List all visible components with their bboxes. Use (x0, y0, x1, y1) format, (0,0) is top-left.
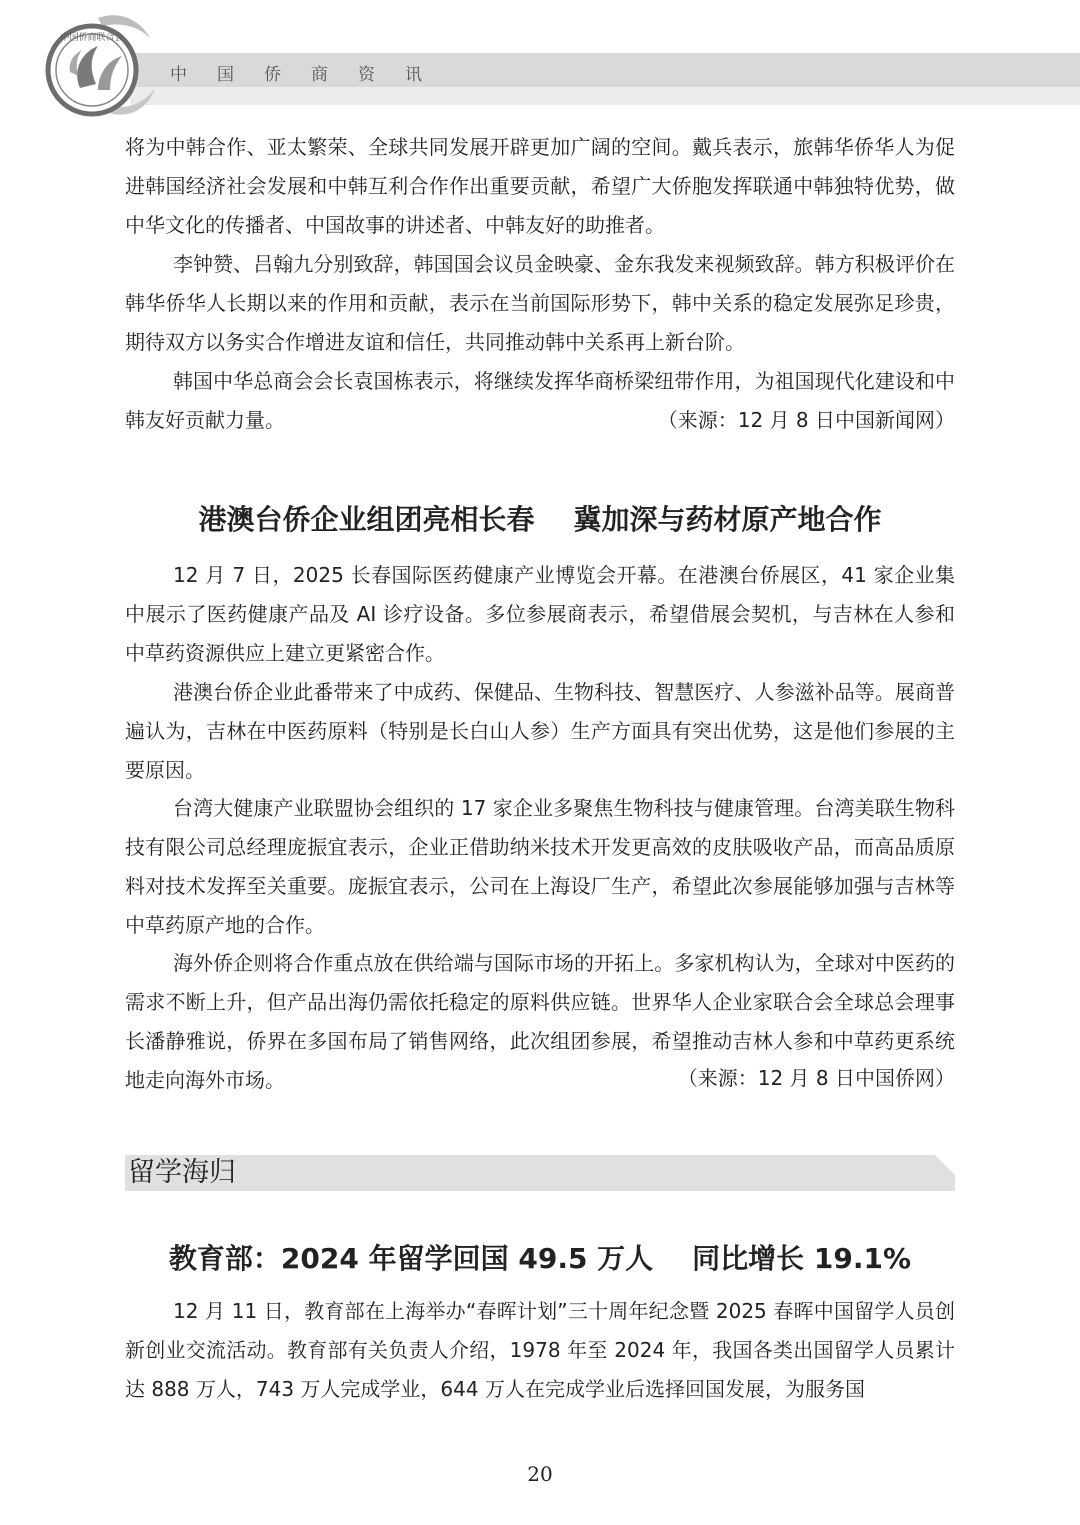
article2-paragraph-3: 台湾大健康产业联盟协会组织的 17 家企业多聚焦生物科技与健康管理。台湾美联生物科技有限公司总经理庞振宜表示，企业正借助纳米技术开发更高效的皮肤吸收产品，而高品质原料对技术发挥至关重要。庞振宜表示，公司在上海设厂生产，希望此次参展能够加强与吉林等中草药原产地的合作。 (125, 796, 955, 937)
article2-source: （来源：12 月 8 日中国侨网） (677, 1066, 955, 1090)
article1-paragraph-3: 韩国中华总商会会长袁国栋表示，将继续发挥华商桥梁纽带作用，为祖国现代化建设和中韩友好贡献力量。 (125, 369, 955, 432)
section-header (125, 1155, 955, 1191)
publication-title: 中国侨商资讯 (170, 65, 452, 85)
logo-ring-text: 中国侨商联合会 (60, 33, 124, 43)
article3-headline: 教育部：2024 年留学回国 49.5 万人 同比增长 19.1% (168, 1242, 912, 1275)
article1-source: （来源：12 月 8 日中国新闻网） (657, 408, 955, 432)
article1-paragraph-2: 李钟赞、吕翰九分别致辞，韩国国会议员金映豪、金东我发来视频致辞。韩方积极评价在韩华侨华人长期以来的作用和贡献，表示在当前国际形势下，韩中关系的稳定发展弥足珍贵，期待双方以务实合作增进友谊和信任，共同推动韩中关系再上新台阶。 (125, 252, 955, 354)
page-number: 20 (527, 1462, 553, 1486)
article2-paragraph-2: 港澳台侨企业此番带来了中成药、保健品、生物科技、智慧医疗、人参滋补品等。展商普遍认为，吉林在中医药原料（特别是长白山人参）生产方面具有突出优势，这是他们参展的主要原因。 (125, 680, 955, 782)
article2-headline: 港澳台侨企业组团亮相长春 冀加深与药材原产地合作 (198, 503, 882, 536)
organization-seal-icon (40, 10, 160, 125)
section-title: 留学海归 (128, 1157, 236, 1188)
article2-paragraph-1: 12 月 7 日，2025 长春国际医药健康产业博览会开幕。在港澳台侨展区，41 家企业集中展示了医药健康产品及 AI 诊疗设备。多位参展商表示，希望借展会契机，与吉林在人参和中草药资源供应上建立更紧密合作。 (125, 563, 955, 665)
article3-paragraph-1: 12 月 11 日，教育部在上海举办“春晖计划”三十周年纪念暨 2025 春晖中国留学人员创新创业交流活动。教育部有关负责人介绍，1978 年至 2024 年，我国各类出国留学人员累计达 888 万人，743 万人完成学业，644 万人在完成学业后选择回国发展，为服务国 (125, 1299, 955, 1401)
header-band-shadow (130, 87, 1080, 105)
article1-paragraph-1: 将为中韩合作、亚太繁荣、全球共同发展开辟更加广阔的空间。戴兵表示，旅韩华侨华人为促进韩国经济社会发展和中韩互利合作作出重要贡献，希望广大侨胞发挥联通中韩独特优势，做中华文化的传播者、中国故事的讲述者、中韩友好的助推者。 (125, 135, 955, 237)
article2-paragraph-4: 海外侨企则将合作重点放在供给端与国际市场的开拓上。多家机构认为，全球对中医药的需求不断上升，但产品出海仍需依托稳定的原料供应链。世界华人企业家联合会全球总会理事长潘静雅说，侨界在多国布局了销售网络，此次组团参展，希望推动吉林人参和中草药更系统地走向海外市场。 (125, 951, 955, 1092)
